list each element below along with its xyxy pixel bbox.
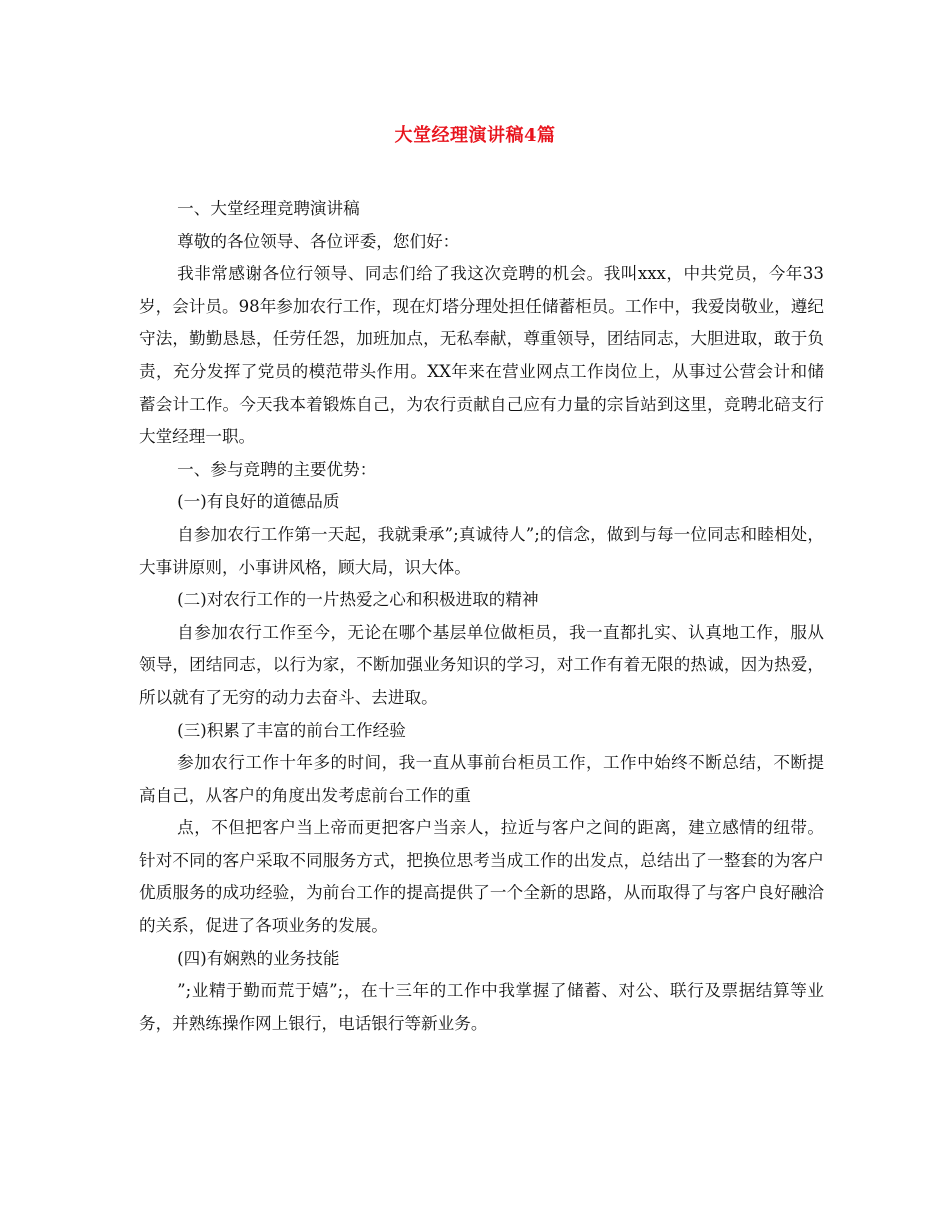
document-title: 大堂经理演讲稿4篇 [394, 125, 556, 146]
paragraph: 点，不但把客户当上帝而更把客户当亲人，拉近与客户之间的距离，建立感情的纽带。针对不同的客户采取不同服务方式，把换位思考当成工作的出发点，总结出了一整套的为客户优质服务的成功经验，为前台工作的提高提供了一个全新的思路，从而取得了与客户良好融洽的关系，促进了各项业务的发展。 [139, 818, 824, 936]
paragraph: 我非常感谢各位行领导、同志们给了我这次竞聘的机会。我叫xxx，中共党员，今年33岁，会计员。98年参加农行工作，现在灯塔分理处担任储蓄柜员。工作中，我爱岗敬业，遵纪守法，勤勤恳恳，任劳任怨，加班加点，无私奉献，尊重领导，团结同志，大胆进取，敢于负责，充分发挥了党员的模范带头作用。XX年来在营业网点工作岗位上，从事过公营会计和储蓄会计工作。今天我本着锻炼自己，为农行贡献自己应有力量的宗旨站到这里，竞聘北碚支行大堂经理一职。 [139, 264, 824, 447]
subsection-heading: (一)有良好的道德品质 [177, 492, 340, 512]
document-body [139, 193, 824, 1040]
section-heading: 一、大堂经理竞聘演讲稿 [177, 199, 360, 218]
paragraph: 自参加农行工作第一天起，我就秉承”;真诚待人”;的信念，做到与每一位同志和睦相处，大事讲原则，小事讲风格，顾大局，识大体。 [139, 524, 824, 577]
paragraph: 自参加农行工作至今，无论在哪个基层单位做柜员，我一直都扎实、认真地工作，服从领导，团结同志，以行为家，不断加强业务知识的学习，对工作有着无限的热诚，因为热爱，所以就有了无穷的动力去奋斗、去进取。 [139, 622, 824, 707]
paragraph: ”;业精于勤而荒于嬉”;，在十三年的工作中我掌握了储蓄、对公、联行及票据结算等业务，并熟练操作网上银行，电话银行等新业务。 [139, 981, 824, 1033]
paragraph: 参加农行工作十年多的时间，我一直从事前台柜员工作，工作中始终不断总结，不断提高自己，从客户的角度出发考虑前台工作的重 [139, 753, 824, 805]
subsection-heading: (二)对农行工作的一片热爱之心和积极进取的精神 [177, 590, 539, 610]
subsection-heading: (四)有娴熟的业务技能 [177, 948, 340, 968]
subsection-heading: (三)积累了丰富的前台工作经验 [177, 720, 406, 740]
section-heading: 一、参与竞聘的主要优势： [177, 459, 377, 479]
salutation: 尊敬的各位领导、各位评委，您们好： [177, 231, 460, 251]
